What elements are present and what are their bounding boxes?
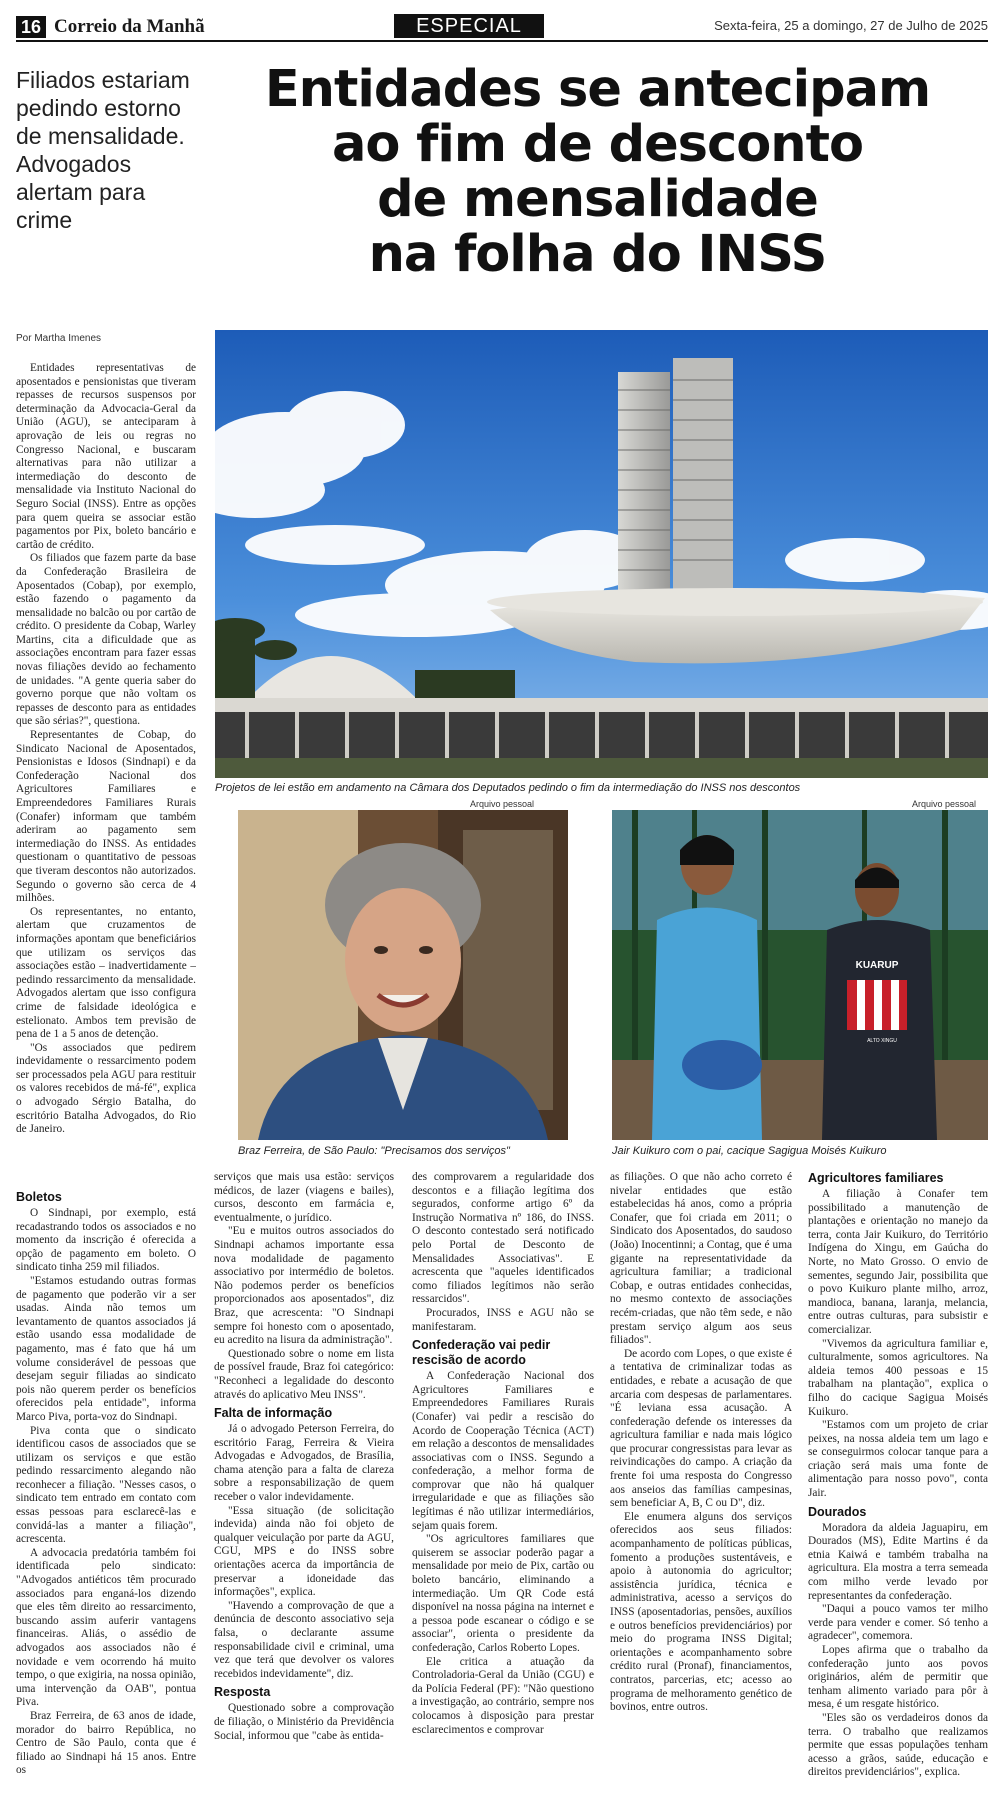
paragraph: Moradora da aldeia Jaguapiru, em Dourados (MS), Edite Martins é da etnia Kaiwá e também trabalha na agricultura. Ela mostra a terra semeada com milho verde levado por representantes da confederação. xyxy=(808,1521,988,1602)
shirt-text: KUARUP xyxy=(855,960,899,971)
paragraph: "Os associados que pedirem indevidamente o ressarcimento podem ser processados pela AGU para restituir os valores recebidos de má-fé", explica o advogado Sérgio Batalha, do escritório Batalha Advogados, do Rio de Janeiro. xyxy=(16,1041,196,1136)
paragraph: as filiações. O que não acho correto é nivelar entidades que estão estabelecidas há anos, como a própria Conafer, que foi criada em 2011; o Sindicato dos Aposentados, do saudoso (João) Inocentinni; a Contag, que é uma gigante na representatividade da agricultura familiar; a tradicional Cobap, e outras entidades conhecidas, no mesmo contexto de associações recém-criadas, que não têm sede, e não prestam serviço algum aos seus filiados". xyxy=(610,1171,792,1347)
subheading: Resposta xyxy=(214,1685,271,1700)
paragraph: A advocacia predatória também foi identificada pelo sindicato: "Advogados antiéticos têm procurado associados para enganá-los dizendo que eles têm direito ao ressarcimento, buscando assim auferir vantagens financeiras. Aliás, o assédio de advogados aos associados não é novidade e vem ocorrendo há muito tempo, o que exigiria, na nossa opinião, uma intervenção da OAB", pontua Piva. xyxy=(16,1546,196,1709)
paragraph: Já o advogado Peterson Ferreira, do escritório Farag, Ferreira & Vieira Advogadas e Advogados, de Brasília, chama atenção para a falta de clareza sobre a responsabilização de quem receber o valor indevidamente. xyxy=(214,1423,394,1504)
paragraph: Questionado sobre a comprovação de filiação, o Ministério da Previdência Social, informou que "cabe às entida- xyxy=(214,1702,394,1742)
photo-jair-kuikuro xyxy=(612,810,988,1140)
portrait-braz-ferreira xyxy=(238,810,568,1140)
paragraph: A filiação à Conafer tem possibilitado a manutenção de plantações e orientação no manejo da terra, conta Jair Kuikuro, do Território Indígena do Xingu, em Gaúcha do Norte, no Mato Grosso. O envio de sementes, segundo Jair, possibilita que o povo Kuikuro plante milho, arroz, mandioca, banana, laranja, melancia, entre outras culturas, para subsistir e comercializar. xyxy=(808,1188,988,1336)
paragraph: Representantes de Cobap, do Sindicato Nacional de Aposentados, Pensionistas e Idosos (Sindnapi) e da Confederação Nacional dos Agricultores Familiares e Empreendedores Familiares Rurais (Conafer) informam que também aderiram ao pagamento sem intermediação do INSS. As entidades questionam o quantitativo de pessoas que tiveram descontos não autorizados. Segundo o governo são cerca de 4 milhões. xyxy=(16,729,196,905)
shirt-text-small: ALTO XINGU xyxy=(867,1038,897,1044)
paragraph: Ele critica a atuação da Controladoria-Geral da União (CGU) e da Polícia Federal (PF): "Não questiono a investigação, ao contrário, sempre nos colocamos à disposição para prestar esclarecimentos e comprovar xyxy=(412,1655,594,1736)
subheading: Falta de informação xyxy=(214,1406,333,1421)
publication-name: Correio da Manhã xyxy=(54,16,205,37)
headline-line: Entidades se antecipam xyxy=(264,60,931,119)
paragraph: "Daqui a pouco vamos ter milho verde para vender e comer. Só tenho a agradecer", comemora. xyxy=(808,1603,988,1643)
headline-line: de mensalidade xyxy=(377,170,818,229)
article-column-1b xyxy=(16,1186,196,1786)
article-headline xyxy=(205,62,990,282)
main-photo-congress xyxy=(215,330,988,778)
paragraph: Questionado sobre o nome em lista de possível fraude, Braz foi categórico: "Reconheci a legalidade do desconto através do aplicativo Meu INSS". xyxy=(214,1347,394,1401)
headline-line: na folha do INSS xyxy=(368,225,827,284)
paragraph: des comprovarem a regularidade dos descontos e a filiação legítima dos segurados, conforme artigo 6º da Instrução Normativa nº 186, do INSS. O desconto contestado será notificado pelo Portal de Desconto de Mensalidades Associativas". E acrescenta que "aqueles identificados como filiados legítimos não serão ressarcidos". xyxy=(412,1171,594,1306)
headline-line: ao fim de desconto xyxy=(331,115,864,174)
main-photo-caption: Projetos de lei estão em andamento na Câmara dos Deputados pedindo o fim da intermediação do INSS nos descontos xyxy=(215,782,801,794)
article-column-4 xyxy=(610,1171,792,1786)
paragraph: Procurados, INSS e AGU não se manifestaram. xyxy=(412,1306,594,1333)
congress-illustration xyxy=(215,330,988,778)
photo-credit: Arquivo pessoal xyxy=(470,799,535,809)
page-number: 16 xyxy=(16,16,46,38)
article-column-1 xyxy=(16,362,196,1182)
paragraph: "Eu e muitos outros associados do Sindnapi achamos importante essa nova modalidade de pagamento associativo por intermédio de boletos. Não podemos perder os benefícios proporcionados aos aposentados", diz Braz, que acrescenta: "O Sindnapi sempre foi honesto com o aposentado, eu acredito na lisura da administração". xyxy=(214,1225,394,1347)
paragraph: Braz Ferreira, de 63 anos de idade, morador do bairro República, no Centro de São Paulo, conta que é filiado ao Sindnapi há 15 anos. Entre os xyxy=(16,1709,196,1777)
paragraph: "Vivemos da agricultura familiar e, culturalmente, somos agricultores. Na aldeia temos 400 pessoas e 15 trabalham na plantação", explica o filho do cacique Sagigua Moisés Kuikuro. xyxy=(808,1337,988,1418)
paragraph: "Estamos estudando outras formas de pagamento que poderão vir a ser usadas. Ainda não temos um levantamento de quantos associados já estão usando essa modalidade de pagamento, mas é fato que há um volume considerável de pessoas que desejam seguir filiadas ao sindicato pois não querem perder os benefícios oferecidos pela entidade", informa Marco Piva, porta-voz do Sindnapi. xyxy=(16,1274,196,1423)
paragraph: Os representantes, no entanto, alertam que cruzamentos de informações apontam que beneficiários que utilizam os serviços das associações estão – inadvertidamente – pedindo ressarcimento da mensalidade. Advogados alertam que isso configura crime de falsidade ideológica e estelionato. Ambos tem previsão de pena de 1 a 5 anos de detenção. xyxy=(16,905,196,1041)
kuikuro-illustration xyxy=(612,810,988,1140)
subheading: Boletos xyxy=(16,1190,62,1204)
paragraph: O Sindnapi, por exemplo, está recadastrando todos os associados e no momento da inscrição é oferecida a opção de pagamento em boleto. O sindicato tinha 259 mil filiados. xyxy=(16,1207,196,1274)
paragraph: "Estamos com um projeto de criar peixes, na nossa aldeia tem um lago e se conseguirmos colocar tanque para a criação será mais uma fonte de alimentação para nosso povo", conta Jair. xyxy=(808,1419,988,1500)
paragraph: Os filiados que fazem parte da base da Confederação Brasileira de Aposentados (Cobap), por exemplo, estão fazendo o pagamento da mensalidade no balcão ou por cartão de crédito. O presidente da Cobap, Warley Martins, cita a dificuldade que as associações encontram para fazer essas novas filiações devido ao fechamento de unidades. "A gente queria saber do governo porque que não voltam os repasses de desconto para as entidades que são sérias?", questiona. xyxy=(16,552,196,728)
issue-date: Sexta-feira, 25 a domingo, 27 de Julho de 2025 xyxy=(714,18,988,33)
paragraph: serviços que mais usa estão: serviços médicos, de lazer (viagens e bailes), cursos, desconto em farmácia e, eventualmente, o jurídico. xyxy=(214,1171,394,1224)
portrait-caption: Braz Ferreira, de São Paulo: "Precisamos dos serviços" xyxy=(238,1145,510,1157)
subheading: Dourados xyxy=(808,1504,867,1519)
article-column-3 xyxy=(412,1171,594,1786)
portrait-illustration xyxy=(238,810,568,1140)
paragraph: "Os agricultores familiares que quiserem se associar poderão pagar a mensalidade por meio de Pix, cartão ou boleto bancário, eliminando a intermediação. Um QR Code está disponível na nossa página na internet e a pessoa pode escanear o código e se associar", orienta o presidente da confederação, Carlos Roberto Lopes. xyxy=(412,1533,594,1654)
paragraph: Lopes afirma que o trabalho da confederação junto aos povos originários, além de permitir que tenham alimento variado para pôr à mesa, é um resgate histórico. xyxy=(808,1644,988,1711)
article-column-5 xyxy=(808,1171,988,1786)
photo-credit: Arquivo pessoal xyxy=(912,799,977,809)
subheading: Agricultores familiares xyxy=(808,1171,944,1185)
paragraph: De acordo com Lopes, o que existe é a tentativa de criminalizar todas as entidades, e rebate a acusação de que arcaria com despesas de parlamentares. "É leviana essa acusação. A confederação defende os interesses da agricultura familiar e nada mais lógico que procurar congressistas para levar as reivindicações do campo. A criação da frente foi uma resposta do Congresso aos anseios das famílias campesinas, sem beneficiar A, B, C ou D", diz. xyxy=(610,1347,792,1510)
paragraph: A Confederação Nacional dos Agricultores Familiares e Empreendedores Familiares Rurais (Conafer) vai pedir a rescisão do Acordo de Cooperação Técnica (ACT) em relação a descontos de mensalidades associativas com o INSS. Segundo a confederação, a melhor forma de comprovar que não há qualquer irregularidade e que as filiações são legítimas é não utilizar intermediários, sejam quais forem. xyxy=(412,1370,594,1532)
paragraph: "Havendo a comprovação de que a denúncia de desconto associativo seja falsa, o declarante assume responsabilidade civil e criminal, uma vez que terá que devolver os valores recebidos indevidamente", diz. xyxy=(214,1599,394,1680)
section-label: ESPECIAL xyxy=(394,14,544,38)
kuikuro-caption: Jair Kuikuro com o pai, cacique Sagigua Moisés Kuikuro xyxy=(612,1145,887,1157)
article-deck: Filiados estariam pedindo estorno de mensalidade. Advogados alertam para crime xyxy=(16,67,190,233)
byline: Por Martha Imenes xyxy=(16,333,102,344)
subheading: Confederação vai pedir rescisão de acordo xyxy=(412,1338,551,1368)
paragraph: Piva conta que o sindicato identificou casos de associados que se utilizam os serviços e que estão pedindo ressarcimento alegando não reconhecer a filiação. "Nesses casos, o sindicato tem entrado em contato com essas pessoas para esclarecê-las e convidá-las a manter a filiação", acrescenta. xyxy=(16,1424,196,1546)
paragraph: "Essa situação (de solicitação indevida) ainda não foi objeto de qualquer veiculação por parte da AGU, CGU, MPS e do INSS sobre orientações acerca da importância de preservar a idoneidade das informações", explica. xyxy=(214,1504,394,1599)
article-column-2 xyxy=(214,1171,394,1786)
page-header xyxy=(16,14,988,42)
paragraph: Entidades representativas de aposentados e pensionistas que tiveram repasses de recursos suspensos por determinação da Advocacia-Geral da União (AGU), se anteciparam à aprovação de leis ou regras no Congresso Nacional, e buscaram alternativas para não utilizar a intermediação do desconto de mensalidade via Instituto Nacional do Seguro Social (INSS). Entre as opções para quem queira se associar estão pagamentos por Pix, boleto bancário e cartão de crédito. xyxy=(16,362,196,551)
paragraph: "Eles são os verdadeiros donos da terra. O trabalho que realizamos permite que essas populações tenham acesso a grãos, saúde, educação e direitos previdenciários", explica. xyxy=(808,1711,988,1779)
paragraph: Ele enumera alguns dos serviços oferecidos aos seus filiados: acompanhamento de políticas públicas, fomento a produções sustentáveis, e apoio à autonomia do agricultor; assistência jurídica, técnica e administrativa, acesso a serviços do INSS (aposentadorias, pensões, auxílios e outros benefícios previdenciários) por meio do programa INSS Digital; orientações e acompanhamento sobre crédito rural (Pronaf), financiamentos, contratos, parcerias, etc; acesso ao programa de melhoramento genético de bovinos, entre outros. xyxy=(610,1510,792,1714)
